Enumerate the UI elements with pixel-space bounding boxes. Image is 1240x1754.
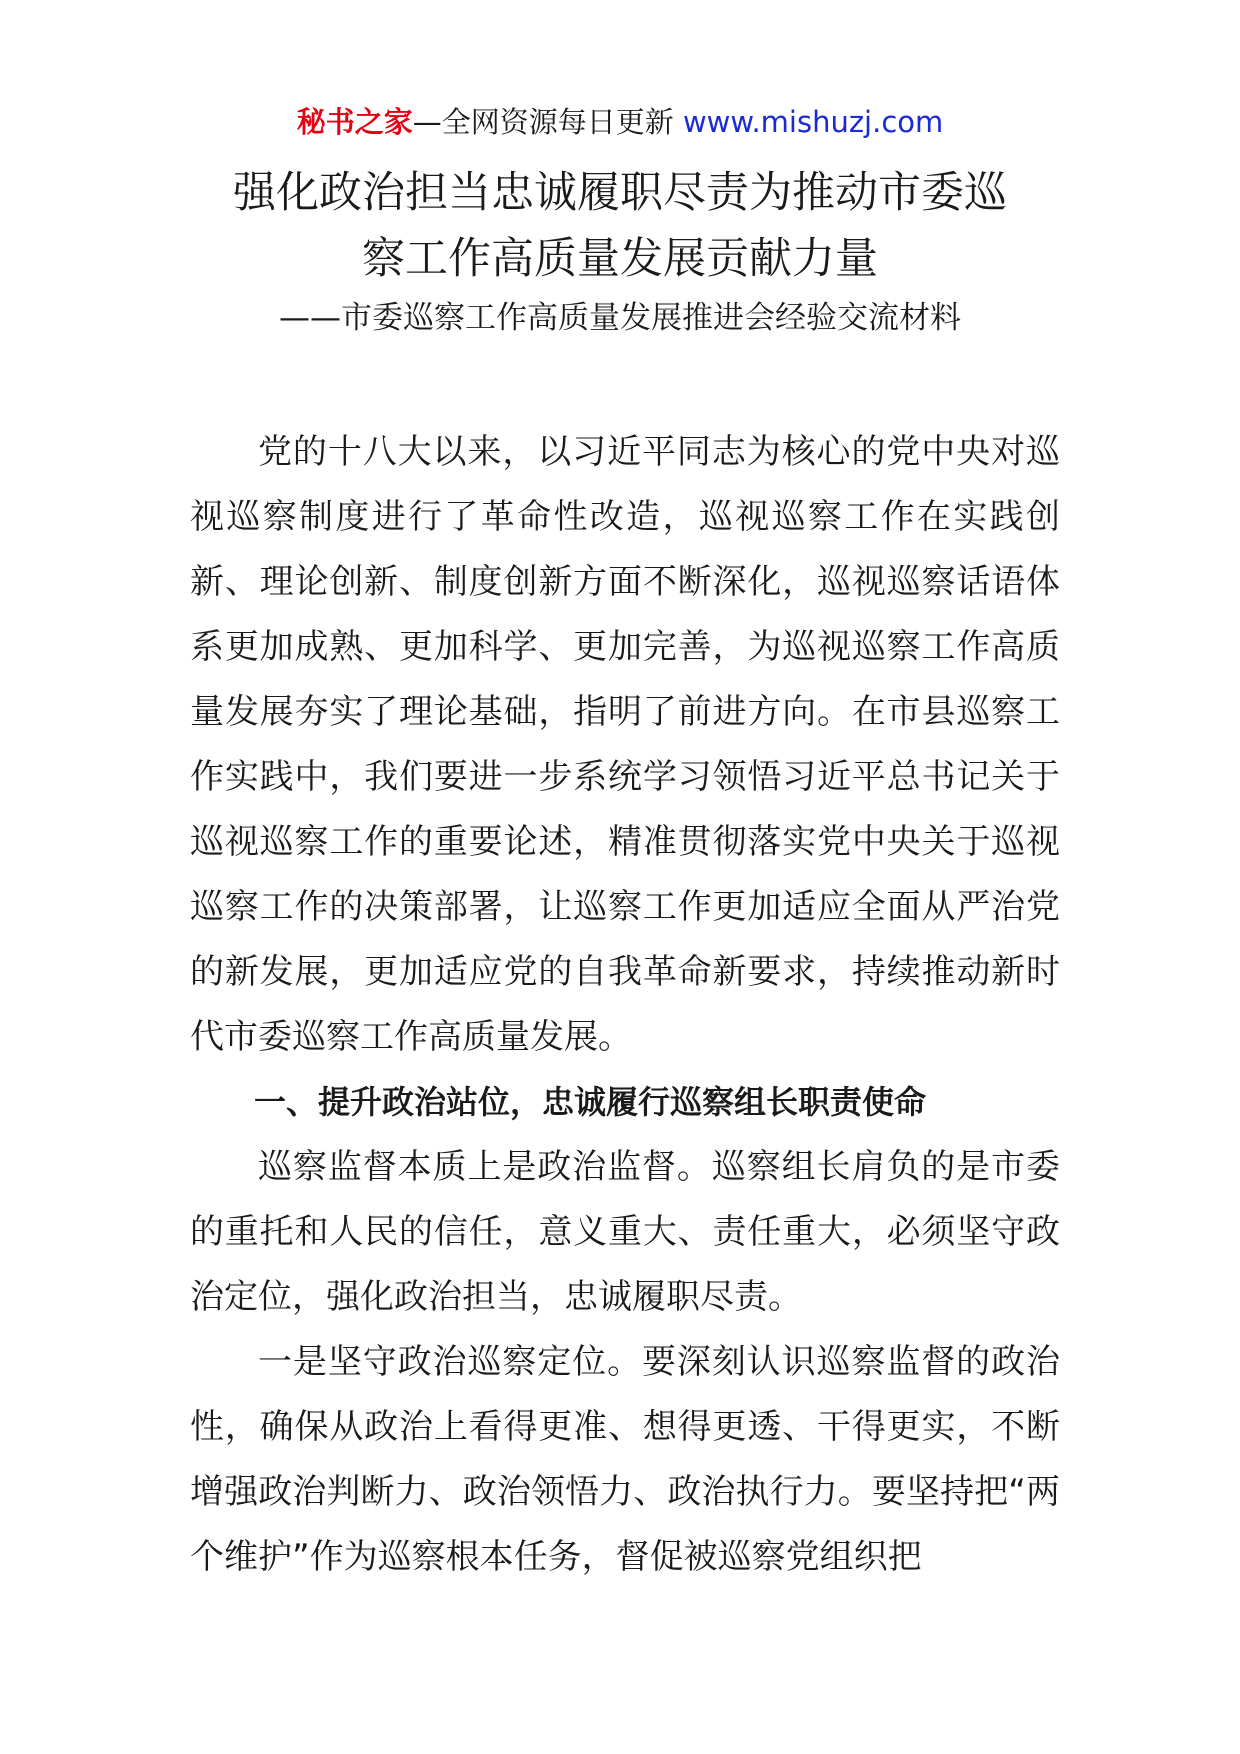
document-subtitle: ——市委巡察工作高质量发展推进会经验交流材料 xyxy=(279,300,961,336)
paragraph-point-1: 一是坚守政治巡察定位。要深刻认识巡察监督的政治性，确保从政治上看得更准、想得更透、干得更实，不断增强政治判断力、政治领悟力、政治执行力。要坚持把“两个维护”作为巡察根本任务，督促被巡察党组织把 xyxy=(190,1342,1060,1577)
title-line-2: 察工作高质量发展贡献力量 xyxy=(362,234,878,284)
site-header xyxy=(0,102,1240,142)
paragraph-intro: 党的十八大以来，以习近平同志为核心的党中央对巡视巡察制度进行了革命性改造，巡视巡察工作在实践创新、理论创新、制度创新方面不断深化，巡视巡察话语体系更加成熟、更加科学、更加完善，为巡视巡察工作高质量发展夯实了理论基础，指明了前进方向。在市县巡察工作实践中，我们要进一步系统学习领悟习近平总书记关于巡视巡察工作的重要论述，精准贯彻落实党中央关于巡视巡察工作的决策部署，让巡察工作更加适应全面从严治党的新发展，更加适应党的自我革命新要求，持续推动新时代市委巡察工作高质量发展。 xyxy=(190,432,1060,1057)
document-title xyxy=(0,160,1240,292)
section-heading-1: 一、提升政治站位，忠诚履行巡察组长职责使命 xyxy=(254,1083,927,1121)
paragraph-section-1-intro: 巡察监督本质上是政治监督。巡察组长肩负的是市委的重托和人民的信任，意义重大、责任重大，必须坚守政治定位，强化政治担当，忠诚履职尽责。 xyxy=(190,1147,1060,1317)
document-body xyxy=(190,420,1060,1590)
site-url-link[interactable]: www.mishuzj.com xyxy=(682,105,944,139)
header-slogan: —全网资源每日更新 xyxy=(412,105,683,139)
brand-name: 秘书之家 xyxy=(296,105,413,139)
title-line-1: 强化政治担当忠诚履职尽责为推动市委巡 xyxy=(233,168,1007,218)
